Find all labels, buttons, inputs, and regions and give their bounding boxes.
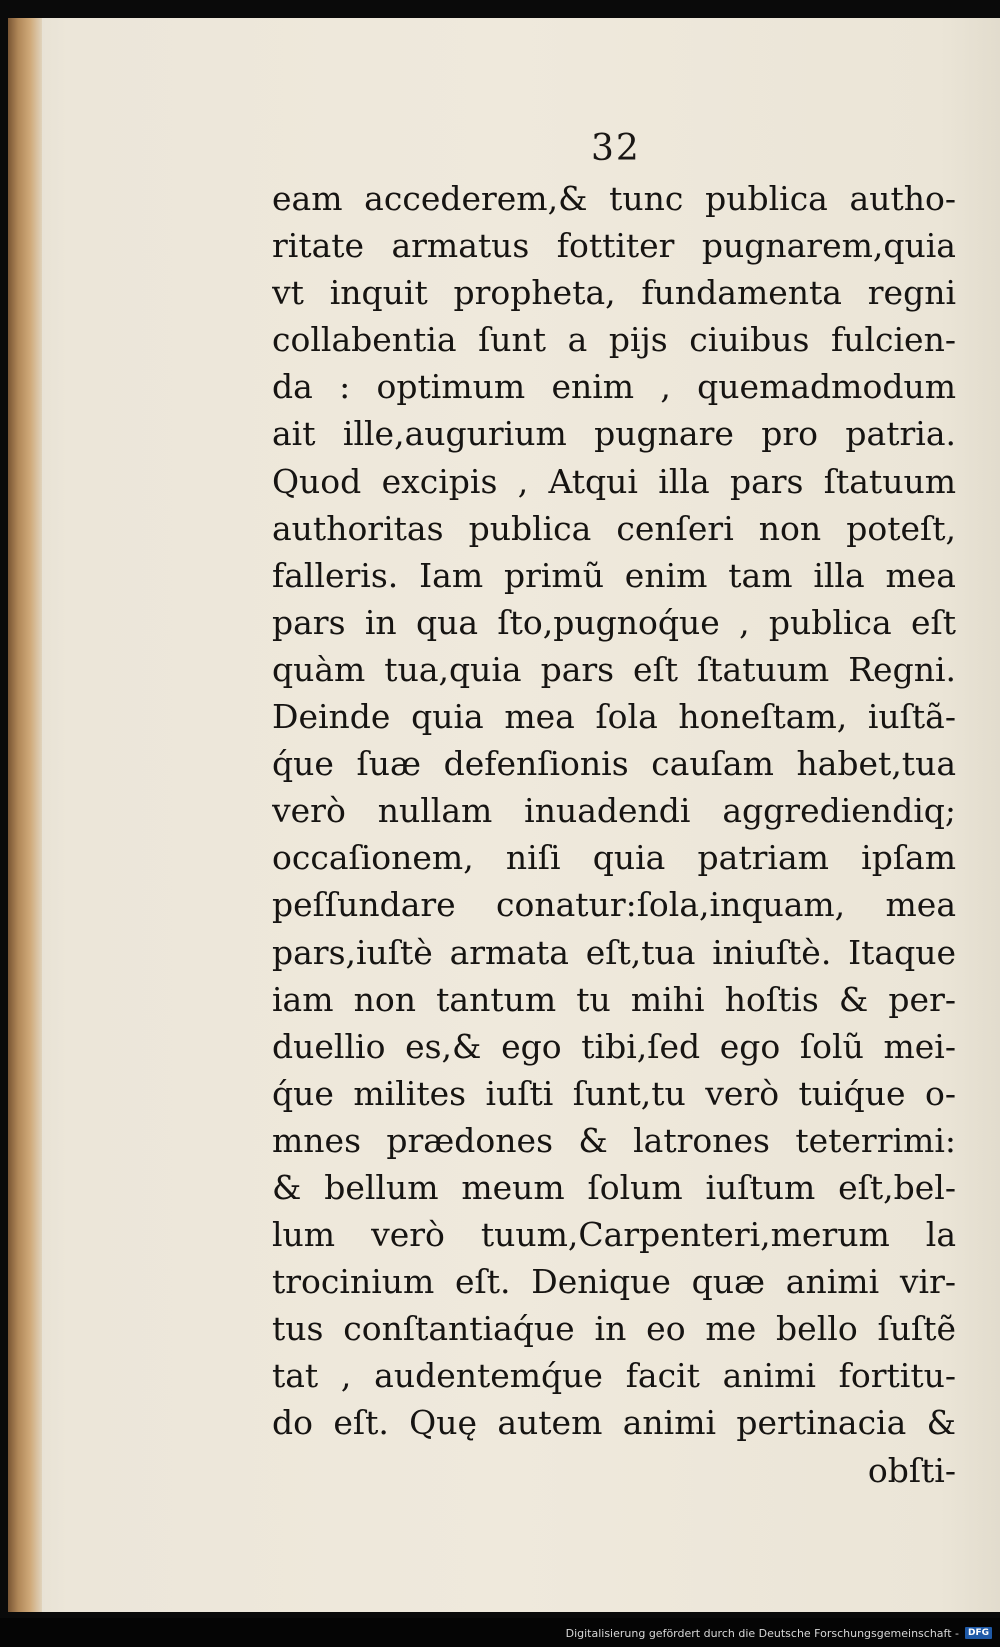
text-line: da : optimum enim , quemadmodum [272, 367, 956, 407]
text-line: verò nullam inuadendi aggrediendiq; [272, 791, 956, 831]
text-line: Deinde quia mea ſola honeſtam, iuſtã- [272, 697, 956, 737]
footer [566, 1624, 992, 1642]
text-line: Quod excipis , Atqui illa pars ſtatuum [272, 461, 956, 501]
text-line: eam accederem,& tunc publica autho- [272, 179, 956, 218]
text-line: q́ue ſuæ defenſionis cauſam habet,tua [272, 744, 956, 784]
text-line: tat , audentemq́ue facit animi fortitu- [272, 1356, 956, 1396]
text-line: tus conſtantiaq́ue in eo me bello ſuſtẽ [272, 1309, 956, 1349]
text-line: peſſundare conatur:ſola,inquam, mea [272, 885, 956, 925]
text-line: pars,iuſtè armata eſt,tua iniuſtè. Itaque [272, 932, 956, 972]
page-number: 32 [591, 128, 641, 169]
text-line: & bellum meum ſolum iuſtum eſt,bel- [272, 1167, 956, 1207]
text-line: authoritas publica cenſeri non poteſt, [272, 508, 956, 548]
text-line: collabentia ſunt a pijs ciuibus fulcien- [272, 320, 956, 360]
text-line: lum verò tuum,Carpenteri,merum la [272, 1215, 956, 1255]
text-line: duellio es,& ego tibi,ſed ego ſolũ mei- [272, 1026, 956, 1066]
dfg-logo: DFG [965, 1627, 992, 1639]
text-line: ait ille,augurium pugnare pro patria. [272, 414, 956, 454]
text-line: pars in qua ſto,pugnoq́ue , publica eſt [272, 602, 956, 642]
text-line: quàm tua,quia pars eſt ſtatuum Regni. [272, 649, 956, 689]
text-line: occaſionem, niſi quia patriam ipſam [272, 838, 956, 878]
body-text [272, 175, 956, 1494]
text-line: do eſt. Quę autem animi pertinacia & [272, 1403, 956, 1443]
text-line: mnes prædones & latrones teterrimi: [272, 1120, 956, 1160]
text-line: vt inquit propheta, fundamenta regni [272, 273, 956, 313]
text-line: iam non tantum tu mihi hoſtis & per- [272, 979, 956, 1019]
text-line: falleris. Iam primũ enim tam illa mea [272, 555, 956, 595]
text-line: ritate armatus fottiter pugnarem,quia [272, 226, 956, 266]
text-line: trocinium eſt. Denique quæ animi vir- [272, 1262, 956, 1302]
text-line: obſti- [867, 1450, 956, 1490]
text-line: q́ue milites iuſti ſunt,tu verò tuiq́ue o- [272, 1073, 956, 1113]
page-edge [8, 18, 42, 1612]
footer-credit: Digitalisierung gefördert durch die Deutsche Forschungsgemeinschaft - [565, 1626, 959, 1640]
